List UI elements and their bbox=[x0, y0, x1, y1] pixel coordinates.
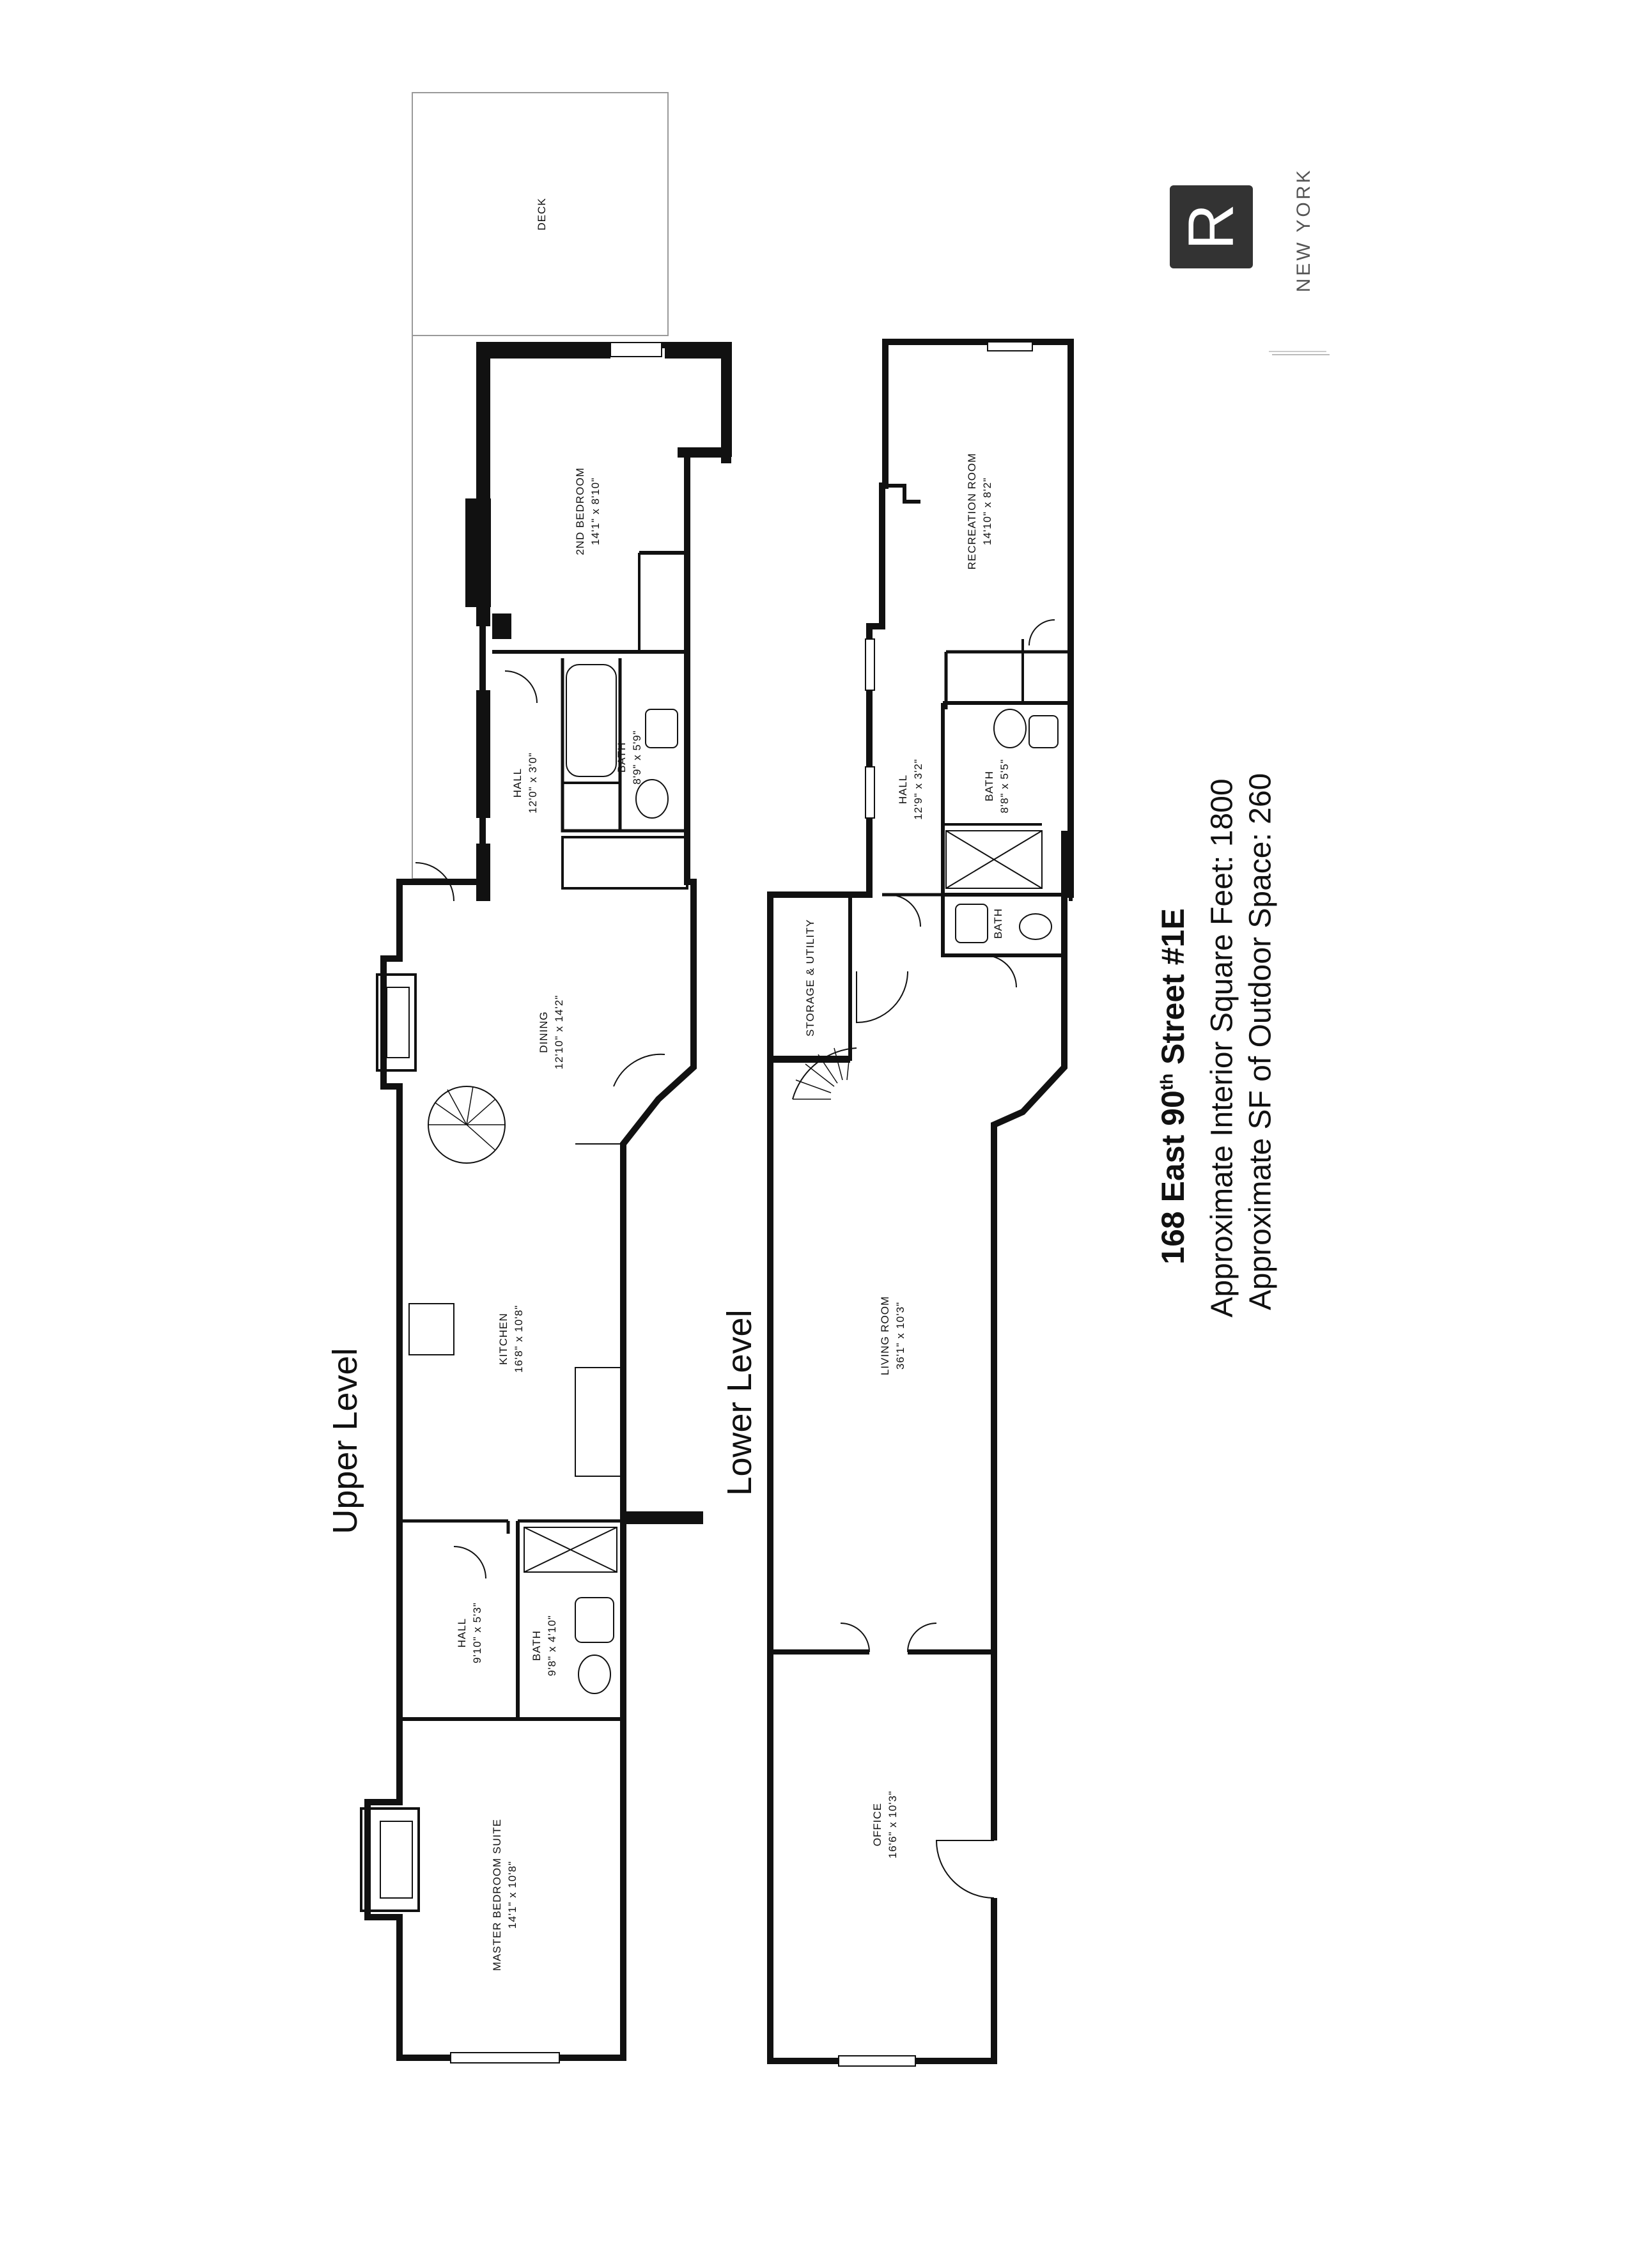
room-label-storage-utility: STORAGE & UTILITY bbox=[804, 919, 817, 1037]
property-address: 168 East 90th Street #1E bbox=[1155, 908, 1191, 1265]
brand-city: NEW YORK bbox=[1293, 167, 1314, 293]
brand-logo-letter: R bbox=[1175, 203, 1247, 251]
room-label-master-bedroom: MASTER BEDROOM SUITE 14'1" x 10'8" bbox=[491, 1818, 518, 1971]
room-label-kitchen: KITCHEN 16'8" x 10'8" bbox=[497, 1304, 525, 1373]
room-label-office: OFFICE 16'6" x 10'3" bbox=[871, 1790, 899, 1859]
brand-logo bbox=[1170, 185, 1253, 268]
room-label-bath-lower-a: BATH 8'8" x 5'5" bbox=[983, 759, 1011, 814]
room-label-hall-upper-a: HALL 12'0" x 3'0" bbox=[511, 752, 539, 814]
lower-level-plan bbox=[770, 342, 1074, 2066]
room-label-bath-lower-b: BATH bbox=[992, 907, 1005, 939]
room-label-hall-upper-b: HALL 9'10" x 5'3" bbox=[456, 1602, 483, 1663]
room-label-bath-upper-b: BATH 9'8" x 4'10" bbox=[531, 1615, 558, 1676]
room-label-hall-lower: HALL 12'9" x 3'2" bbox=[897, 759, 924, 820]
upper-level-label: Upper Level bbox=[326, 1348, 364, 1534]
outdoor-square-feet: Approximate SF of Outdoor Space: 260 bbox=[1243, 773, 1278, 1311]
upper-level-plan bbox=[361, 342, 731, 2063]
room-label-recreation-room: RECREATION ROOM 14'10" x 8'2" bbox=[966, 452, 993, 570]
room-label-dining: DINING 12'10" x 14'2" bbox=[538, 994, 565, 1070]
room-label-living-room: LIVING ROOM 36'1" x 10'3" bbox=[879, 1295, 906, 1376]
room-label-2nd-bedroom: 2ND BEDROOM 14'1" x 8'10" bbox=[574, 467, 602, 555]
lower-level-label: Lower Level bbox=[720, 1309, 759, 1496]
room-label-bath-upper-a: BATH 8'9" x 5'9" bbox=[616, 730, 643, 785]
interior-square-feet: Approximate Interior Square Feet: 1800 bbox=[1205, 778, 1239, 1318]
room-label-deck: DECK bbox=[536, 197, 548, 231]
